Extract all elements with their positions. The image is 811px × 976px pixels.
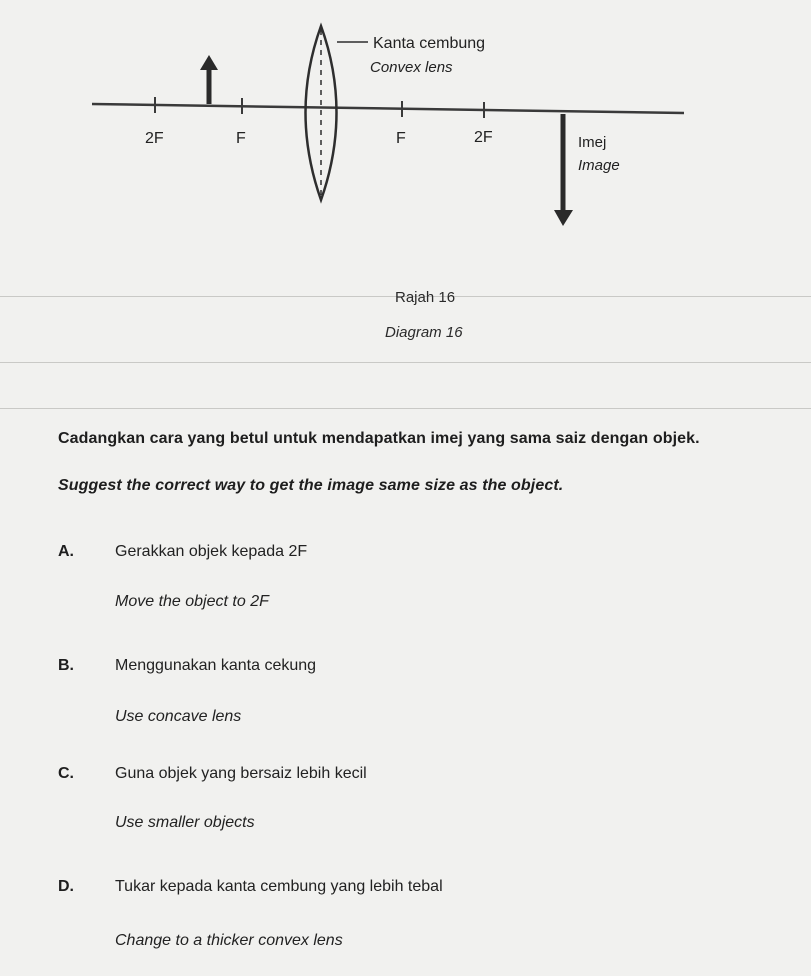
divider-line (0, 362, 811, 363)
question-text-ms: Cadangkan cara yang betul untuk mendapatkan imej yang sama saiz dengan objek. (58, 430, 700, 447)
option-c-letter[interactable]: C. (58, 765, 74, 782)
axis-label-left-2f: 2F (145, 130, 164, 147)
axis-label-right-2f: 2F (474, 129, 493, 146)
option-c-text-en[interactable]: Use smaller objects (115, 814, 255, 831)
option-d-letter[interactable]: D. (58, 878, 74, 895)
axis-label-right-f: F (396, 130, 406, 147)
lens-label-ms: Kanta cembung (373, 35, 486, 52)
image-arrow-head (554, 210, 573, 226)
lens-label-en: Convex lens (370, 59, 453, 76)
image-label-ms: Imej (578, 134, 607, 151)
option-c-text-ms[interactable]: Guna objek yang bersaiz lebih kecil (115, 765, 367, 782)
option-b-letter[interactable]: B. (58, 657, 74, 674)
diagram-caption-ms: Rajah 16 (395, 289, 456, 306)
option-d-text-en[interactable]: Change to a thicker convex lens (115, 932, 343, 949)
image-label-en: Image (578, 157, 620, 174)
object-arrow-head (200, 55, 218, 70)
option-b-text-en[interactable]: Use concave lens (115, 708, 242, 725)
question-text-en: Suggest the correct way to get the image same size as the object. (58, 477, 564, 494)
option-d-text-ms[interactable]: Tukar kepada kanta cembung yang lebih tebal (115, 878, 443, 895)
diagram-caption-en: Diagram 16 (385, 324, 463, 341)
option-a-letter[interactable]: A. (58, 543, 74, 560)
ray-diagram (0, 0, 811, 270)
divider-line (0, 408, 811, 409)
option-a-text-ms[interactable]: Gerakkan objek kepada 2F (115, 543, 308, 560)
principal-axis (92, 104, 684, 113)
axis-label-left-f: F (236, 130, 246, 147)
option-b-text-ms[interactable]: Menggunakan kanta cekung (115, 657, 317, 674)
option-a-text-en[interactable]: Move the object to 2F (115, 593, 269, 610)
